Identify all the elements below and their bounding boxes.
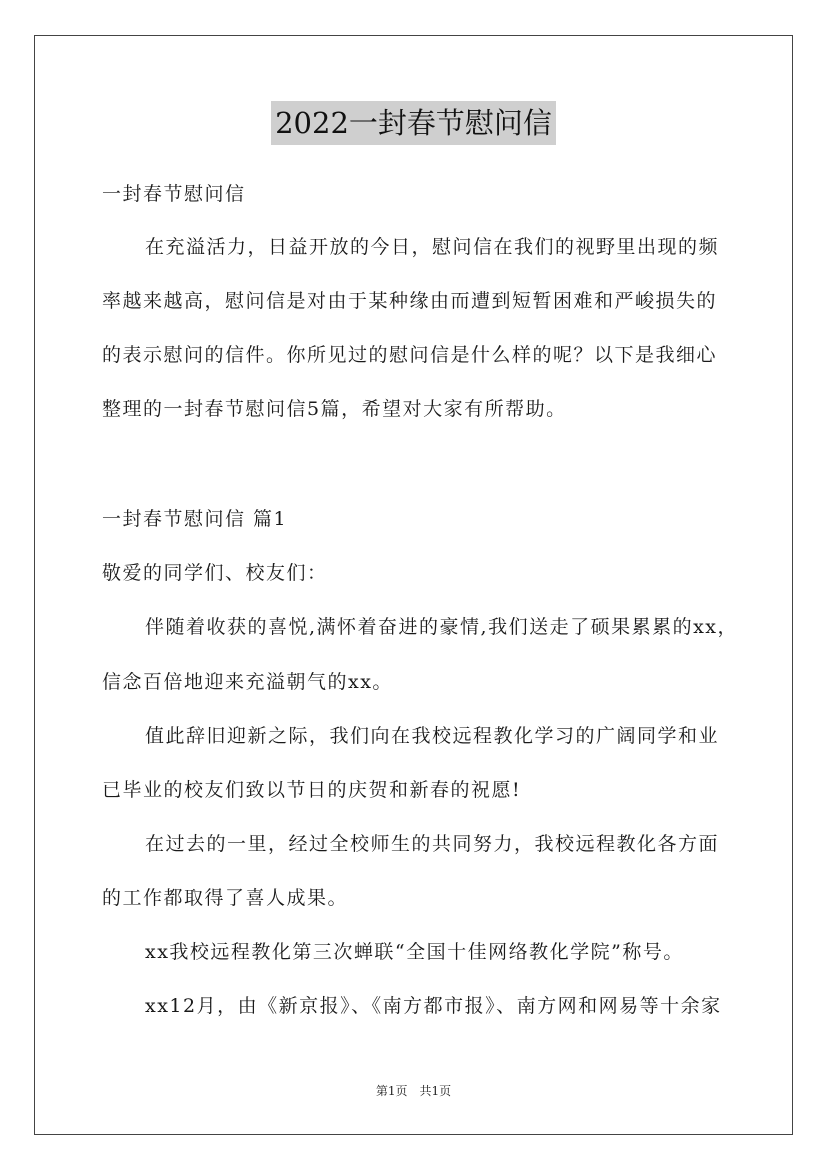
paragraph-line: xx我校远程教化第三次蝉联“全国十佳网络教化学院”称号。 [145,941,684,963]
paragraph-line: 在充溢活力，日益开放的今日，慰问信在我们的视野里出现的频 [145,236,720,258]
paragraph-line: xx12月，由《新京报》、《南方都市报》、南方网和网易等十余家 [145,995,722,1017]
paragraph-line: 值此辞旧迎新之际，我们向在我校远程教化学习的广阔同学和业 [145,725,720,747]
paragraph-line: 整理的一封春节慰问信5篇，希望对大家有所帮助。 [102,398,567,420]
paragraph-line: 伴随着收获的喜悦,满怀着奋进的豪情,我们送走了硕果累累的xx， [145,616,739,638]
paragraph-line: 信念百倍地迎来充溢朝气的xx。 [102,671,393,693]
document-title: 2022一封春节慰问信 [271,101,556,145]
document-title-wrap [0,101,827,145]
page-footer: 第1页 共1页 [375,1084,452,1098]
paragraph-line: 的工作都取得了喜人成果。 [102,887,349,909]
paragraph-line: 已毕业的校友们致以节日的庆贺和新春的祝愿! [102,779,522,801]
salutation: 敬爱的同学们、校友们： [102,562,328,584]
subtitle: 一封春节慰问信 [102,183,246,205]
paragraph-line: 在过去的一里，经过全校师生的共同努力，我校远程教化各方面 [145,833,720,855]
section-heading: 一封春节慰问信 篇1 [102,508,288,530]
paragraph-line: 的表示慰问的信件。你所见过的慰问信是什么样的呢？以下是我细心 [102,344,718,366]
paragraph-line: 率越来越高，慰问信是对由于某种缘由而遭到短暂困难和严峻损失的 [102,290,718,312]
